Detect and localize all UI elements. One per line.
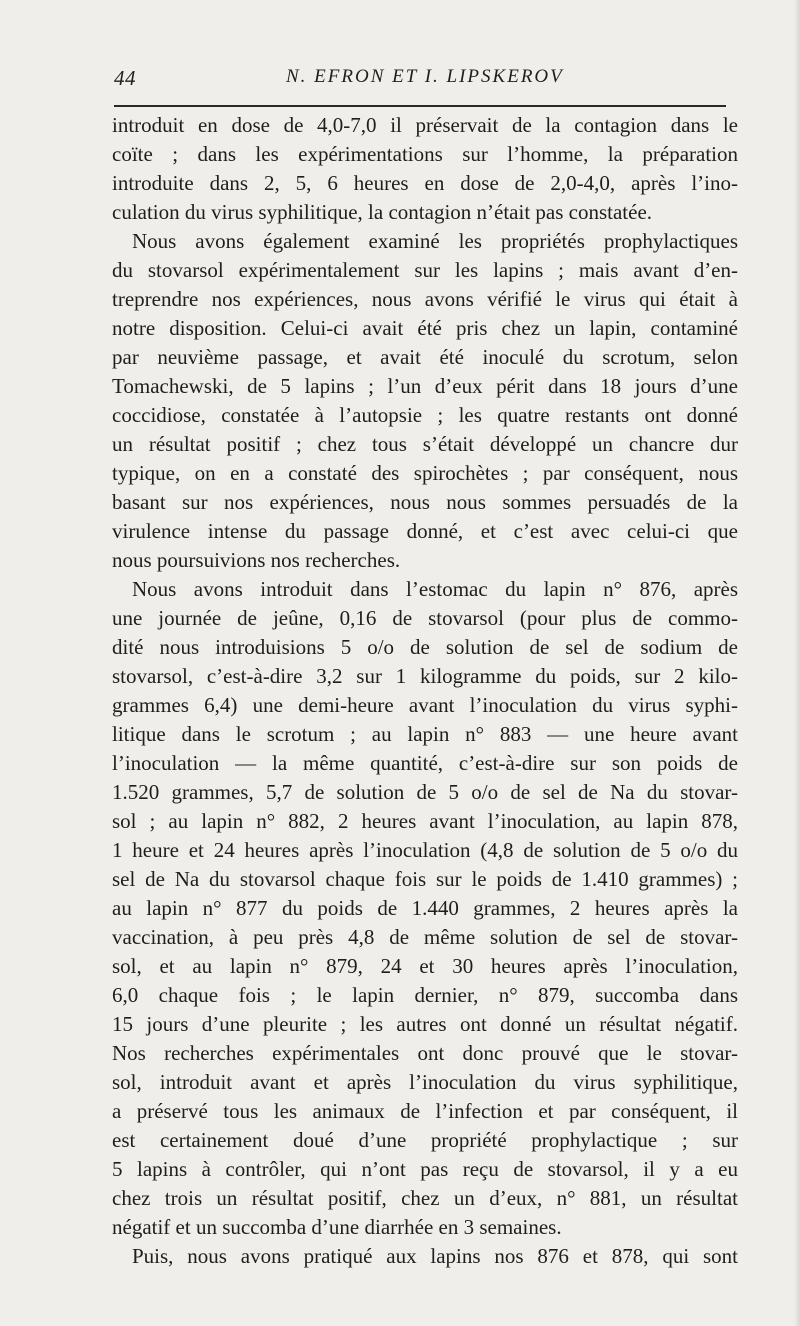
text-line: introduite dans 2, 5, 6 heures en dose de 2,0-4,0, après l’ino-	[112, 171, 738, 195]
text-line: négatif et un succomba d’une diarrhée en 3 semaines.	[112, 1215, 562, 1239]
text-line: dité nous introduisions 5 o/o de solution de sel de sodium de	[112, 635, 738, 659]
text-line: un résultat positif ; chez tous s’était développé un chancre dur	[112, 432, 738, 456]
body-text	[112, 111, 738, 1271]
text-line: vaccination, à peu près 4,8 de même solution de sel de stovar-	[112, 925, 738, 949]
running-head: N. EFRON ET I. LIPSKEROV	[286, 66, 564, 87]
text-line: coïte ; dans les expérimentations sur l’homme, la préparation	[112, 142, 738, 166]
text-line: 6,0 chaque fois ; le lapin dernier, n° 879, succomba dans	[112, 983, 738, 1007]
text-line: stovarsol, c’est-à-dire 3,2 sur 1 kilogramme du poids, sur 2 kilo-	[112, 664, 738, 688]
text-line: Tomachewski, de 5 lapins ; l’un d’eux périt dans 18 jours d’une	[112, 374, 738, 398]
text-line: 1 heure et 24 heures après l’inoculation (4,8 de solution de 5 o/o du	[112, 838, 738, 862]
text-line: par neuvième passage, et avait été inoculé du scrotum, selon	[112, 345, 738, 369]
text-line: treprendre nos expériences, nous avons vérifié le virus qui était à	[112, 287, 738, 311]
text-line: au lapin n° 877 du poids de 1.440 grammes, 2 heures après la	[112, 896, 738, 920]
text-line: culation du virus syphilitique, la contagion n’était pas constatée.	[112, 200, 653, 224]
page-number: 44	[114, 66, 136, 90]
text-line: 15 jours d’une pleurite ; les autres ont donné un résultat négatif.	[112, 1012, 738, 1036]
paragraph-start-line: Puis, nous avons pratiqué aux lapins nos 876 et 878, qui sont	[132, 1244, 738, 1268]
text-line: grammes 6,4) une demi-heure avant l’inoculation du virus syphi-	[112, 693, 738, 717]
paragraph-start-line: Nous avons également examiné les propriétés prophylactiques	[132, 229, 738, 253]
text-line: sol, et au lapin n° 879, 24 et 30 heures après l’inoculation,	[112, 954, 738, 978]
text-line: sel de Na du stovarsol chaque fois sur le poids de 1.410 grammes) ;	[112, 867, 738, 891]
text-line: sol, introduit avant et après l’inoculation du virus syphilitique,	[112, 1070, 738, 1094]
text-line: coccidiose, constatée à l’autopsie ; les quatre restants ont donné	[112, 403, 738, 427]
text-line: virulence intense du passage donné, et c’est avec celui-ci que	[112, 519, 738, 543]
text-line: nous poursuivions nos recherches.	[112, 548, 401, 572]
text-line: 1.520 grammes, 5,7 de solution de 5 o/o de sel de Na du stovar-	[112, 780, 738, 804]
text-line: sol ; au lapin n° 882, 2 heures avant l’inoculation, au lapin 878,	[112, 809, 738, 833]
text-line: notre disposition. Celui-ci avait été pris chez un lapin, contaminé	[112, 316, 738, 340]
text-line: basant sur nos expériences, nous nous sommes persuadés de la	[112, 490, 738, 514]
text-line: 5 lapins à contrôler, qui n’ont pas reçu de stovarsol, il y a eu	[112, 1157, 738, 1181]
page-edge-shadow	[794, 0, 800, 1326]
text-line: l’inoculation — la même quantité, c’est-à-dire sur son poids de	[112, 751, 738, 775]
text-line: du stovarsol expérimentalement sur les lapins ; mais avant d’en-	[112, 258, 738, 282]
header-rule	[114, 105, 726, 107]
text-line: litique dans le scrotum ; au lapin n° 883 — une heure avant	[112, 722, 738, 746]
text-line: est certainement doué d’une propriété prophylactique ; sur	[112, 1128, 738, 1152]
text-line: a préservé tous les animaux de l’infection et par conséquent, il	[112, 1099, 738, 1123]
page-header	[114, 66, 734, 98]
text-line: introduit en dose de 4,0-7,0 il préservait de la contagion dans le	[112, 113, 738, 137]
text-line: Nos recherches expérimentales ont donc prouvé que le stovar-	[112, 1041, 738, 1065]
text-line: chez trois un résultat positif, chez un d’eux, n° 881, un résultat	[112, 1186, 738, 1210]
text-line: une journée de jeûne, 0,16 de stovarsol (pour plus de commo-	[112, 606, 738, 630]
paragraph-start-line: Nous avons introduit dans l’estomac du lapin n° 876, après	[132, 577, 738, 601]
text-line: typique, on en a constaté des spirochètes ; par conséquent, nous	[112, 461, 738, 485]
